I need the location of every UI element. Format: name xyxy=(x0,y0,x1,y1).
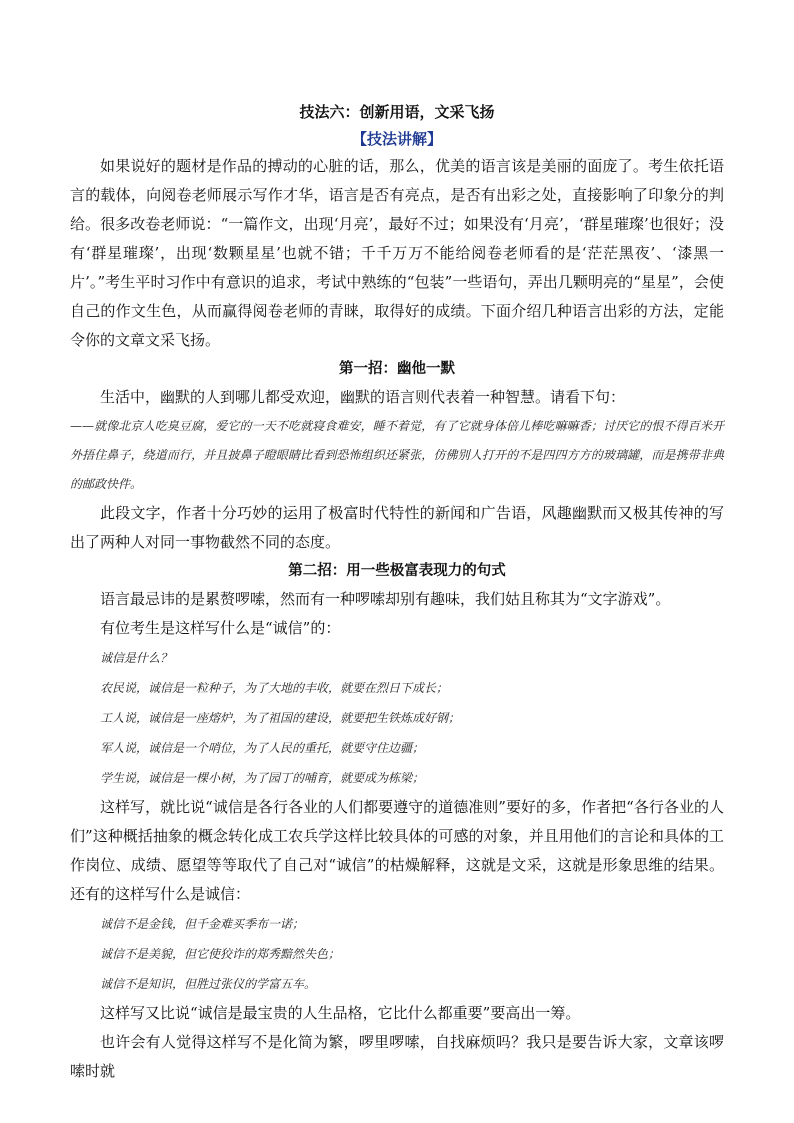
example-line: 工人说，诚信是一座熔炉，为了祖国的建设，就要把生铁炼成好钢； xyxy=(100,711,461,725)
section2-heading: 第二招：用一些极富表现力的句式 xyxy=(288,562,506,579)
section2-paragraph-4: 这样写又比说“诚信是最宝贵的人生品格，它比什么都重要”要高出一筹。 xyxy=(100,1004,581,1022)
intro-paragraph: 如果说好的题材是作品的搏动的心脏的话，那么，优美的语言该是美丽的面庞了。考生依托语言的载体，向阅卷老师展示写作才华，语言是否有亮点，是否有出彩之处，直接影响了印象分的判给。很多改卷老师说：“一篇作文，出现‘月亮’，最好不过；如果没有‘月亮’，‘群星璀璨’也很好；没有‘群星璀璨’，出现‘数颗星星’也就不错；千千万万不能给阅卷老师看的是‘茫茫黑夜’、‘漆黑一片’。”考生平时习作中有意识的追求，考试中熟练的“包装”一些语句，弄出几颗明亮的“星星”，会使自己的作文生色，从而赢得阅卷老师的青睐，取得好的成绩。下面介绍几种语言出彩的方法，定能令你的文章文采飞扬。 xyxy=(70,157,724,349)
example-line: 学生说，诚信是一棵小树，为了园丁的哺育，就要成为栋梁； xyxy=(100,771,425,785)
section2-paragraph-3: 这样写，就比说“诚信是各行各业的人们都要遵守的道德准则”要好的多，作者把“各行各业的人们”这种概括抽象的概念转化成工农兵学这样比较具体的可感的对象，并且用他们的言论和具体的工作岗位、成绩、愿望等等取代了自己对“诚信”的枯燥解释，这就是文采，这就是形象思维的结果。还有的这样写什么是诚信： xyxy=(70,798,724,903)
example-line: 诚信不是美貌，但它使狡诈的郑秀黯然失色； xyxy=(100,947,341,961)
example-line: 诚信不是知识，但胜过张仪的学富五车。 xyxy=(100,977,317,991)
document-content xyxy=(70,98,724,1086)
section-subtitle: 【技法讲解】 xyxy=(351,130,442,148)
example-line: 农民说，诚信是一粒种子，为了大地的丰收，就要在烈日下成长； xyxy=(100,681,449,695)
section1-quote: ——就像北京人吃臭豆腐，爱它的一天不吃就寝食难安，睡不着觉，有了它就身体倍儿棒吃嘛嘛香；讨厌它的恨不得百米开外捂住鼻子，绕道而行，并且披鼻子瞪眼睛比看到恐怖组织还紧张，仿佛别人打开的不是四四方方的玻璃罐，而是携带非典的邮政快件。 xyxy=(70,419,724,491)
example-line: 诚信不是金钱，但千金难买季布一诺； xyxy=(100,917,305,931)
section1-paragraph-2: 此段文字，作者十分巧妙的运用了极富时代特性的新闻和广告语，风趣幽默而又极其传神的写出了两种人对同一事物截然不同的态度。 xyxy=(70,504,724,551)
page-title: 技法六：创新用语，文采飞扬 xyxy=(299,103,495,121)
example-line: 诚信是什么？ xyxy=(100,651,173,665)
example-line: 军人说，诚信是一个哨位，为了人民的重托，就要守住边疆； xyxy=(100,741,425,755)
section1-heading: 第一招：幽他一默 xyxy=(339,360,455,377)
section2-paragraph-1: 语言最忌讳的是累赘啰嗦，然而有一种啰嗦却别有趣味，我们姑且称其为“文字游戏”。 xyxy=(100,590,671,608)
section2-paragraph-2: 有位考生是这样写什么是“诚信”的： xyxy=(100,619,341,637)
section1-paragraph-1: 生活中，幽默的人到哪儿都受欢迎，幽默的语言则代表着一种智慧。请看下句： xyxy=(100,388,626,406)
section2-paragraph-5: 也许会有人觉得这样写不是化简为繁，啰里啰嗦，自找麻烦吗？我只是要告诉大家，文章该啰嗦时就 xyxy=(70,1033,724,1080)
